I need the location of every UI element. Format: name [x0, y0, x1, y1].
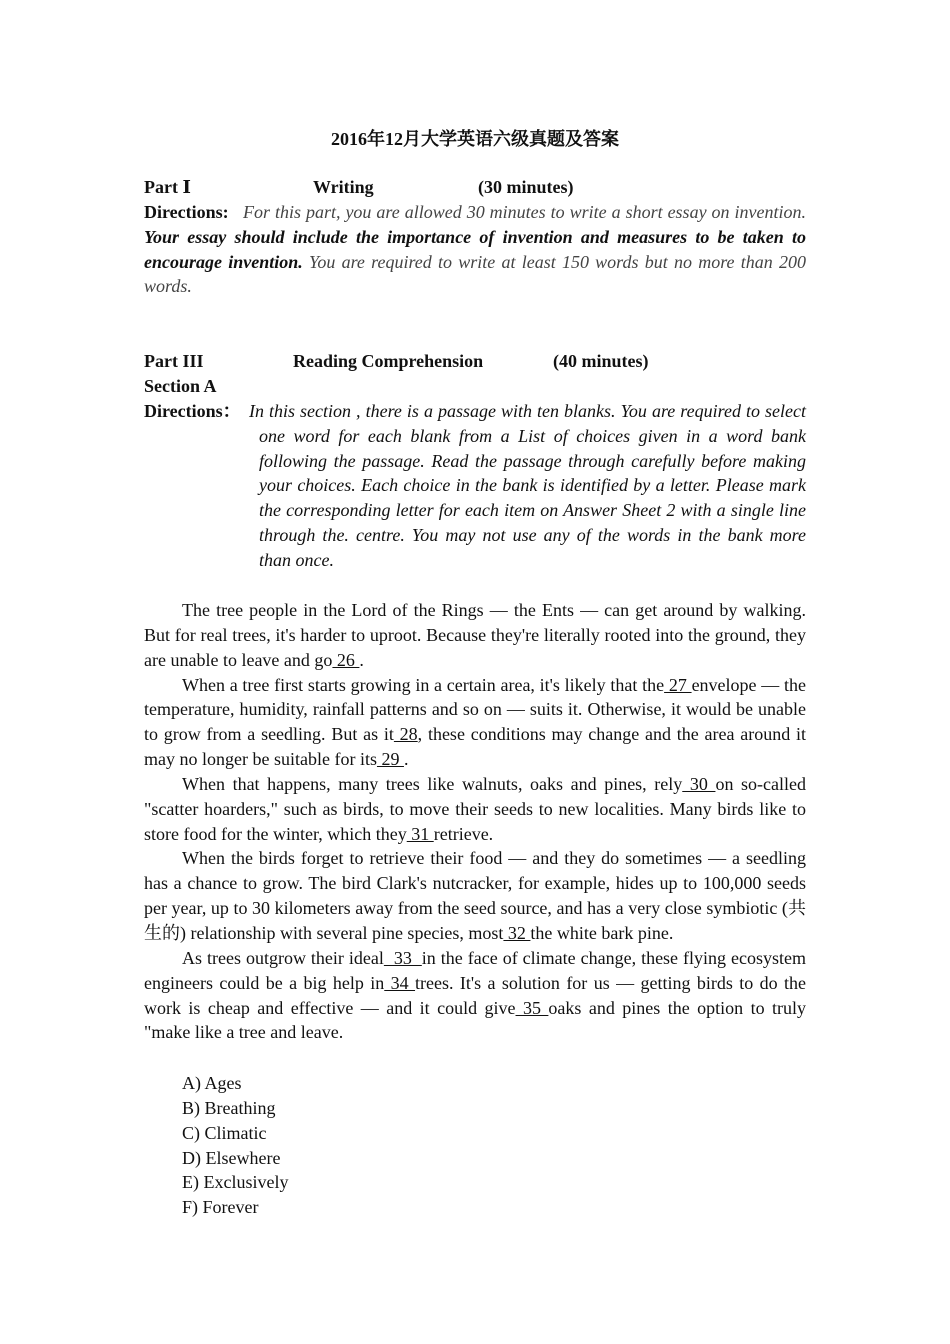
paragraph-4	[144, 846, 806, 945]
part3-time: (40 minutes)	[553, 351, 649, 371]
text: The tree people in the Lord of the Rings — the Ents — can get around by walking. But for real trees, it's harder to uproot. Because they're literally rooted into the ground, they are unable to leave and go	[144, 600, 806, 670]
text: As trees outgrow their ideal	[182, 947, 384, 968]
part3-directions-label: Directions：	[144, 401, 241, 421]
text: trees. It's a solution for us — getting birds to do the work is cheap and effective — and it could give	[144, 972, 807, 1018]
option-b: B) Breathing	[182, 1097, 276, 1118]
text: on so-called "scatter hoarders," such as birds, to move their seeds to new localities. Many birds like to store food for the winter, which they	[144, 773, 807, 844]
page-title: 2016年12月大学英语六级真题及答案	[331, 129, 619, 149]
blank-31[interactable]: 31	[406, 823, 434, 844]
part1-directions-a: For this part, you are allowed 30 minutes to write a short essay on invention.	[243, 202, 806, 222]
text: envelope — the temperature, humidity, rainfall patterns and so on — suits it. Otherwise, it would be unable to grow from a seedling. But as it	[144, 674, 806, 745]
blank-27[interactable]: 27	[664, 674, 692, 695]
option-e: E) Exclusively	[182, 1172, 289, 1193]
section-a-label: Section A	[144, 376, 217, 396]
blank-26[interactable]: 26	[332, 649, 360, 670]
part1-directions	[144, 200, 806, 299]
blank-30[interactable]: 30	[682, 773, 716, 794]
part1-time: (30 minutes)	[478, 177, 574, 197]
part1-directions-label: Directions:	[144, 202, 229, 222]
text: .	[359, 649, 364, 670]
part1-name: Writing	[313, 177, 374, 197]
paragraph-3	[144, 772, 806, 847]
text: , these conditions may change and the area around it may no longer be suitable for its	[144, 724, 807, 770]
text: the white bark pine.	[530, 922, 674, 943]
option-c: C) Climatic	[182, 1122, 267, 1143]
text: When a tree first starts growing in a certain area, it's likely that the	[182, 674, 665, 695]
part1-label: Part Ⅰ	[144, 177, 191, 197]
paragraph-1	[144, 598, 806, 673]
text: oaks and pines the option to truly "make like a tree and leave.	[144, 997, 807, 1043]
blank-32[interactable]: 32	[503, 922, 531, 943]
part1-directions-b: Your essay should include the importance of invention and measures to be taken to encourage invention.	[144, 226, 806, 272]
word-bank	[182, 1071, 288, 1220]
text: When the birds forget to retrieve their food — and they do sometimes — a seedling has a chance to grow. The bird Clark's nutcracker, for example, hides up to 100,000 seeds per year, up to 30 kilometers away from the seed source, and has a very close symbiotic (共生的) relationship with several pine species, most	[144, 848, 806, 943]
part3-label: Part III	[144, 351, 204, 371]
text: retrieve.	[433, 823, 494, 844]
blank-34[interactable]: 34	[384, 972, 416, 993]
text: When that happens, many trees like walnuts, oaks and pines, rely	[182, 773, 683, 794]
blank-33[interactable]: 33	[383, 947, 422, 968]
option-d: D) Elsewhere	[182, 1147, 281, 1168]
paragraph-2	[144, 673, 806, 772]
part3-directions-wrap	[249, 399, 806, 573]
text: .	[403, 749, 409, 770]
part3-directions: In this section , there is a passage with ten blanks. You are required to select one word for each blank from a List of choices given in a word bank following the passage. Read the passage through carefully before making your choices. Each choice in the bank is identified by a letter. Please mark the corresponding letter for each item on Answer Sheet 2 with a single line through the. centre. You may not use any of the words in the bank more than once.	[249, 401, 806, 570]
option-a: A) Ages	[182, 1073, 242, 1093]
text: in the face of climate change, these flying ecosystem engineers could be a big help in	[144, 947, 806, 993]
blank-35[interactable]: 35	[515, 997, 549, 1018]
paragraph-5	[144, 946, 806, 1045]
part1-directions-c: You are required to write at least 150 words but no more than 200 words.	[144, 251, 807, 297]
part3-name: Reading Comprehension	[293, 351, 484, 371]
blank-28[interactable]: 28	[393, 724, 418, 745]
blank-29[interactable]: 29	[376, 749, 404, 770]
option-f: F) Forever	[182, 1197, 259, 1218]
reading-passage	[144, 598, 806, 1045]
